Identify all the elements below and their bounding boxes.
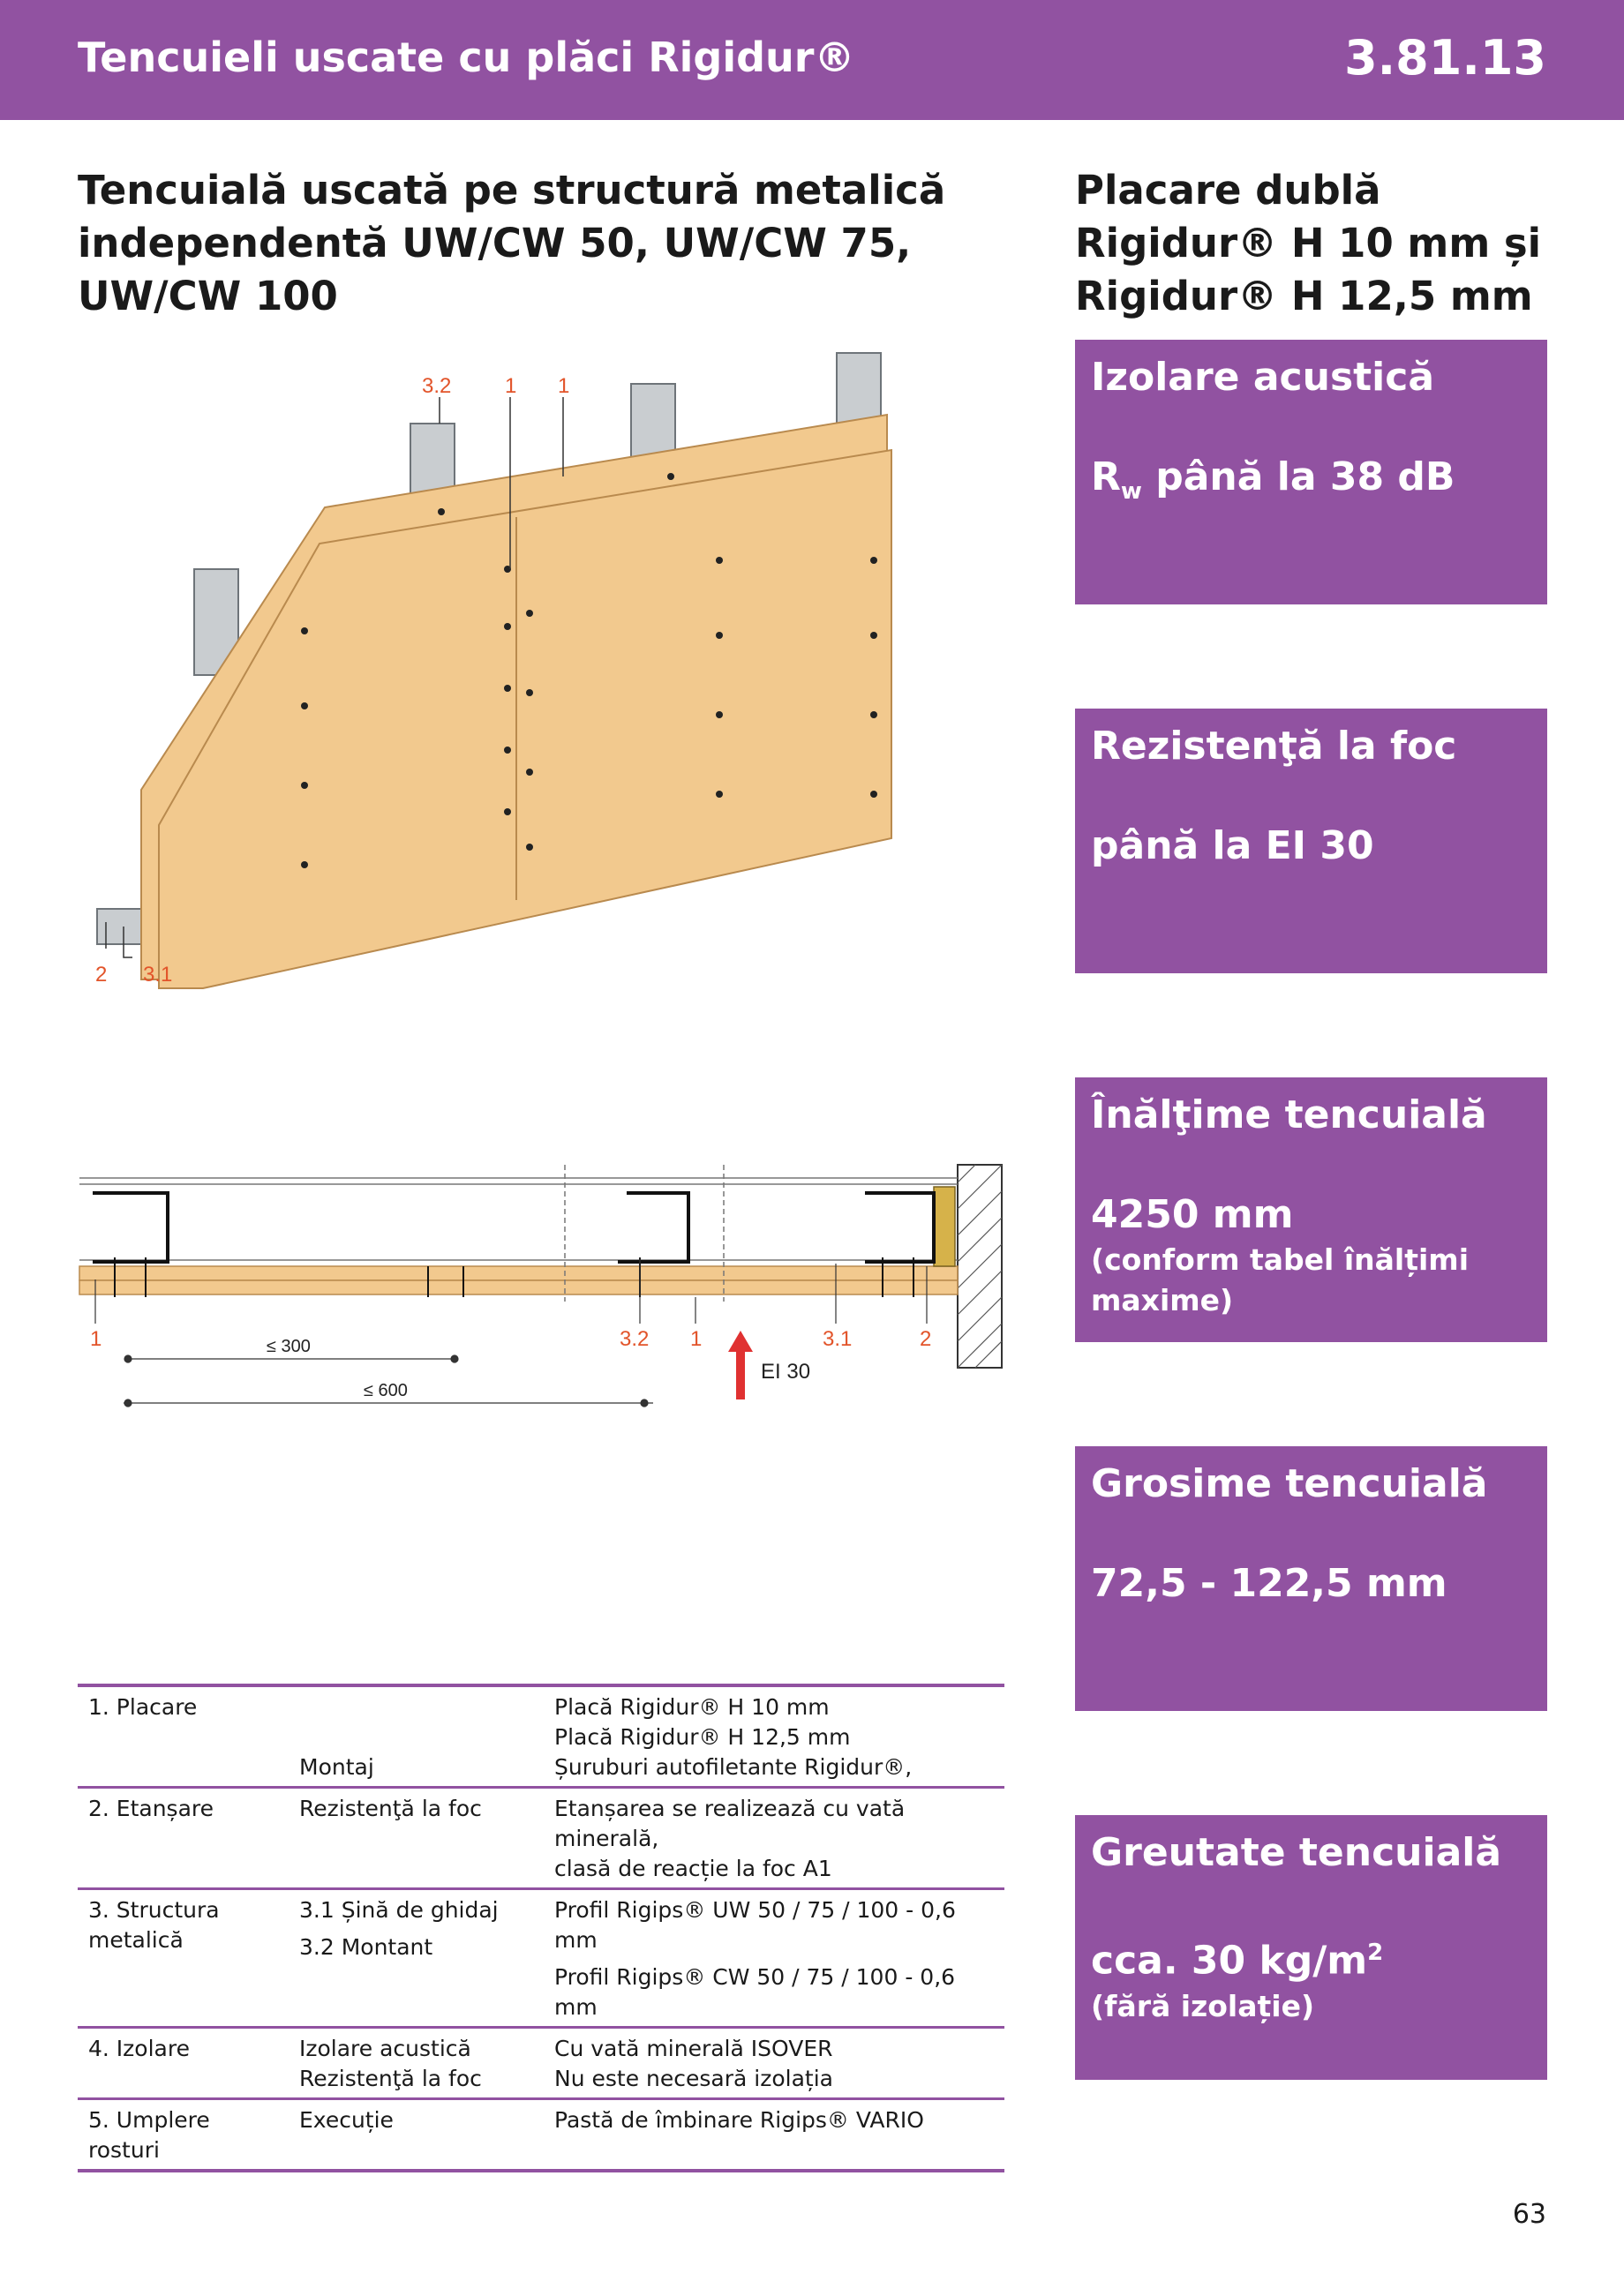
profile-right — [865, 1193, 934, 1262]
row5-col2: Execuție — [289, 2099, 544, 2172]
variant-heading-line3: Rigidur® H 12,5 mm — [1075, 273, 1533, 319]
card-thickness — [1075, 1446, 1547, 1711]
card-weight-value — [1091, 1928, 1531, 1986]
card-weight-note: (fără izolație) — [1091, 1988, 1315, 2023]
variant-heading-line2: Rigidur® H 10 mm și — [1075, 220, 1542, 266]
table-row — [78, 1685, 1004, 1788]
card-acoustic-value — [1091, 453, 1531, 516]
table-row — [78, 2028, 1004, 2099]
header-bar — [0, 0, 1624, 120]
row2-col3 — [544, 1788, 1004, 1889]
section-label-3-1: 3.1 — [823, 1327, 853, 1351]
section-diagram — [71, 1147, 1006, 1421]
section-heading — [78, 164, 1031, 323]
card-weight-title: Greutate tencuială — [1091, 1830, 1502, 1875]
label-3-2: 3.2 — [422, 374, 452, 398]
card-weight-main: cca. 30 kg/m — [1091, 1938, 1368, 1984]
table-row — [78, 1889, 1004, 2028]
card-acoustic-sub: w — [1120, 477, 1142, 505]
row3-col1 — [78, 1889, 289, 2028]
row2-col1: 2. Etanșare — [78, 1788, 289, 1889]
card-height — [1075, 1077, 1547, 1342]
section-label-3-2: 3.2 — [620, 1327, 650, 1351]
dimension-600: ≤ 600 — [364, 1381, 408, 1400]
profile-left — [93, 1193, 168, 1262]
row4-col3-a: Cu vată minerală ISOVER — [554, 2036, 833, 2061]
header-title: Tencuieli uscate cu plăci Rigidur® — [78, 34, 855, 81]
row2-col2: Rezistenţă la foc — [289, 1788, 544, 1889]
card-acoustic-r: R — [1091, 454, 1121, 499]
card-weight — [1075, 1815, 1547, 2080]
row3-col3-a: Profil Rigips® UW 50 / 75 / 100 - 0,6 mm — [554, 1897, 956, 1953]
section-label-1: 1 — [90, 1327, 102, 1351]
card-acoustic — [1075, 340, 1547, 604]
row3-col2 — [289, 1889, 544, 2028]
row3-col3-b: Profil Rigips® CW 50 / 75 / 100 - 0,6 mm — [554, 1964, 956, 2020]
card-fire-value: până la EI 30 — [1091, 823, 1374, 868]
row5-col1-a: 5. Umplere — [88, 2107, 210, 2133]
isometric-wall-diagram — [71, 335, 900, 1006]
row1-montaj: Montaj — [299, 1754, 374, 1780]
row1-col2 — [289, 1685, 544, 1788]
card-fire-title: Rezistenţă la foc — [1091, 724, 1457, 769]
card-weight-sup: 2 — [1367, 1940, 1384, 1966]
board-layer-2 — [79, 1280, 958, 1294]
card-thickness-title: Grosime tencuială — [1091, 1461, 1488, 1506]
card-acoustic-title: Izolare acustică — [1091, 355, 1435, 400]
specification-table — [78, 1684, 1004, 2172]
section-label-2: 2 — [920, 1327, 932, 1351]
row1-col3 — [544, 1685, 1004, 1788]
variant-heading-line1: Placare dublă — [1075, 167, 1381, 214]
card-thickness-value: 72,5 - 122,5 mm — [1091, 1561, 1447, 1606]
row4-col2-a: Izolare acustică — [299, 2036, 471, 2061]
card-height-note: (conform tabel înălțimi maxime) — [1091, 1242, 1470, 1317]
row5-col1-b: rosturi — [88, 2137, 160, 2163]
row4-col2-b: Rezistenţă la foc — [299, 2066, 482, 2091]
section-heading-line1: Tencuială uscată pe structură metalică — [78, 167, 946, 214]
fire-arrow — [728, 1331, 753, 1399]
row3-col2-a: 3.1 Șină de ghidaj — [299, 1897, 499, 1923]
row3-col2-b: 3.2 Montant — [299, 1934, 433, 1960]
label-3-1: 3.1 — [143, 963, 173, 987]
c-profiles — [93, 1193, 934, 1262]
row5-col3: Pastă de îmbinare Rigips® VARIO — [544, 2099, 1004, 2172]
row3-col3 — [544, 1889, 1004, 2028]
row1-col1: 1. Placare — [88, 1694, 198, 1720]
row4-col3-b: Nu este necesară izolația — [554, 2066, 833, 2091]
card-height-title: Înălţime tencuială — [1091, 1092, 1487, 1137]
row4-col2 — [289, 2028, 544, 2099]
row3-col1-b: metalică — [88, 1927, 184, 1953]
section-label-1b: 1 — [690, 1327, 703, 1351]
board-front — [159, 450, 891, 988]
row1-col3-b: Placă Rigidur® H 12,5 mm — [554, 1724, 851, 1750]
variant-heading — [1075, 164, 1552, 323]
row4-col3 — [544, 2028, 1004, 2099]
table-row — [78, 1788, 1004, 1889]
card-acoustic-rest: până la 38 dB — [1141, 454, 1455, 499]
row1-col3-a: Placă Rigidur® H 10 mm — [554, 1694, 830, 1720]
row4-col1: 4. Izolare — [78, 2028, 289, 2099]
row5-col1 — [78, 2099, 289, 2172]
row3-col1-a: 3. Structura — [88, 1897, 220, 1923]
card-height-value: 4250 mm — [1091, 1192, 1294, 1237]
board-layer-1 — [79, 1266, 958, 1280]
label-1a: 1 — [505, 374, 517, 398]
header-code: 3.81.13 — [1344, 30, 1546, 86]
row2-col3-a: Etanșarea se realizează cu vată minerală, — [554, 1796, 906, 1851]
card-fire — [1075, 709, 1547, 973]
page-number: 63 — [1512, 2199, 1546, 2230]
row1-col3-c: Șuruburi autofiletante Rigidur®, — [554, 1754, 913, 1780]
profile-middle — [618, 1193, 688, 1262]
label-1b: 1 — [558, 374, 570, 398]
fire-rating-label: EI 30 — [761, 1360, 811, 1384]
row2-col3-b: clasă de reacție la foc A1 — [554, 1856, 832, 1881]
section-heading-line2: independentă UW/CW 50, UW/CW 75, UW/CW 100 — [78, 220, 912, 319]
cavity-lines — [79, 1178, 958, 1260]
label-2: 2 — [95, 963, 108, 987]
mineral-wool-strip — [934, 1187, 955, 1266]
dimension-300: ≤ 300 — [267, 1337, 311, 1356]
table-row — [78, 2099, 1004, 2172]
